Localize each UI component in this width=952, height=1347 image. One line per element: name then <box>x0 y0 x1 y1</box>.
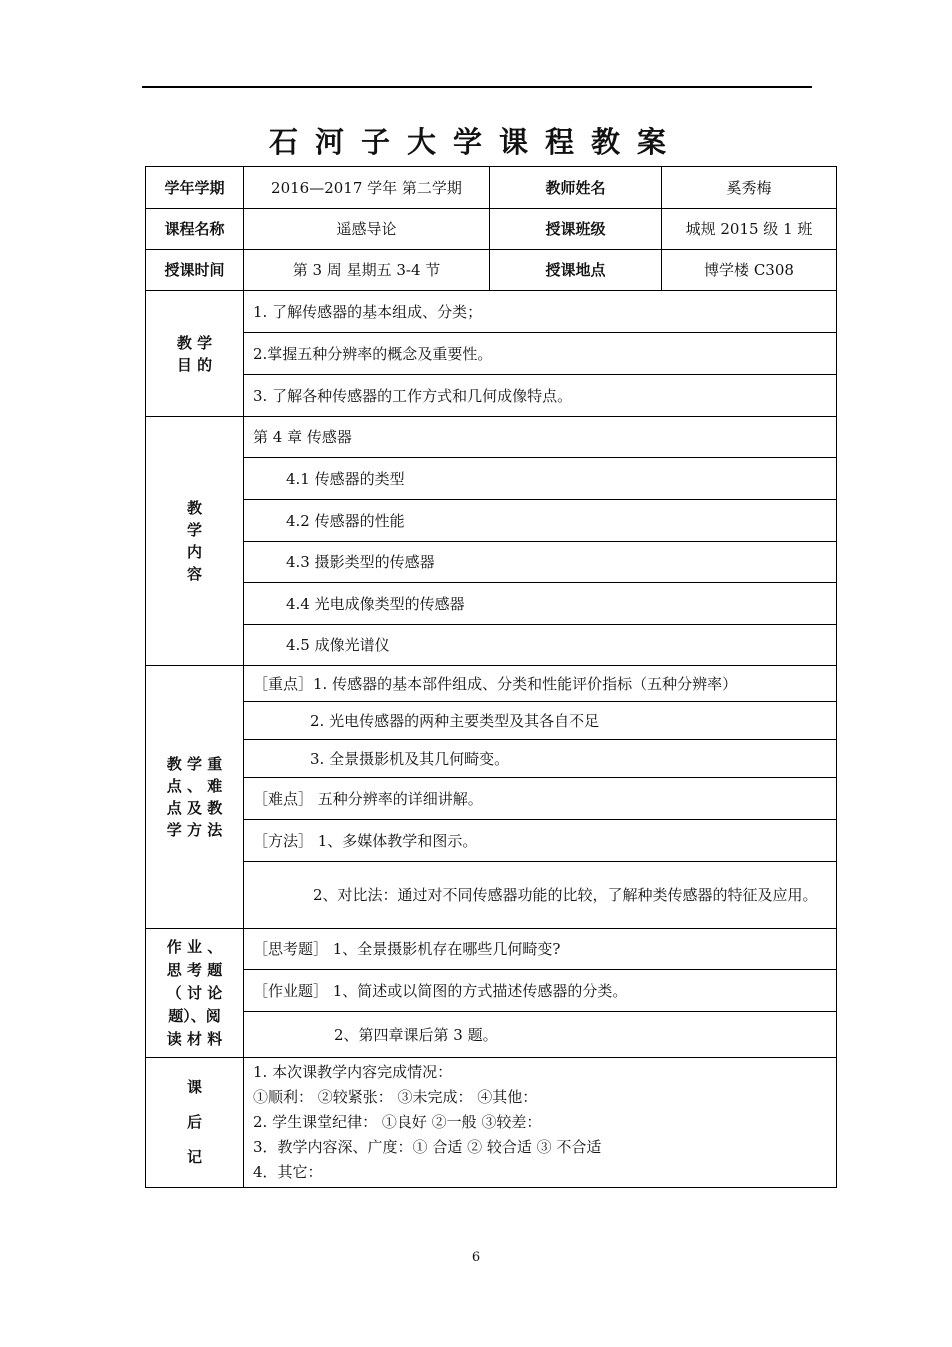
content-row <box>146 417 837 458</box>
notes-label-char: 课 <box>186 1078 202 1096</box>
course-label: 课程名称 <box>146 209 244 250</box>
methods-row <box>146 702 837 740</box>
content-item: 4.1 传感器的类型 <box>244 458 837 500</box>
objectives-label-line: 目 的 <box>176 355 213 374</box>
notes-content <box>244 1058 837 1188</box>
homework-item: 2、第四章课后第 3 题。 <box>244 1012 837 1058</box>
term-label: 学年学期 <box>146 167 244 209</box>
methods-row <box>146 740 837 778</box>
class-label: 授课班级 <box>490 209 662 250</box>
methods-row <box>146 820 837 862</box>
methods-item: ［难点］ 五种分辨率的详细讲解。 <box>244 778 837 820</box>
teacher-value: 奚秀梅 <box>662 167 837 209</box>
objectives-row <box>146 375 837 417</box>
objectives-label <box>146 291 244 417</box>
header-rule <box>142 86 812 88</box>
objective-item: 2.掌握五种分辨率的概念及重要性。 <box>244 333 837 375</box>
content-item: 第 4 章 传感器 <box>244 417 837 458</box>
methods-row <box>146 778 837 820</box>
content-row <box>146 458 837 500</box>
methods-label-line: 学 方 法 <box>166 821 223 839</box>
notes-line: ①顺利： ②较紧张： ③未完成： ④其他： <box>253 1088 538 1106</box>
methods-item: 2. 光电传感器的两种主要类型及其各自不足 <box>244 702 837 740</box>
objectives-label-line: 教 学 <box>176 333 213 352</box>
methods-item: ［方法］ 1、多媒体教学和图示。 <box>244 820 837 862</box>
methods-label-line: 点 、 难 <box>166 777 223 795</box>
homework-label-line: （ 讨 论 <box>166 983 223 1002</box>
content-label-char: 容 <box>186 565 202 583</box>
page-number: 6 <box>471 1250 481 1265</box>
notes-label-char: 记 <box>186 1148 202 1166</box>
methods-item: 2、对比法：通过对不同传感器功能的比较，了解种类传感器的特征及应用。 <box>244 862 837 929</box>
content-label-char: 内 <box>186 543 202 561</box>
homework-row <box>146 970 837 1012</box>
objective-item: 3. 了解各种传感器的工作方式和几何成像特点。 <box>244 375 837 417</box>
notes-line: 3．教学内容深、广度：① 合适 ② 较合适 ③ 不合适 <box>253 1138 602 1156</box>
class-value: 城规 2015 级 1 班 <box>662 209 837 250</box>
homework-row <box>146 1012 837 1058</box>
place-value: 博学楼 C308 <box>662 250 837 291</box>
info-row-term <box>146 167 837 209</box>
notes-line: 1. 本次课教学内容完成情况： <box>253 1063 453 1081</box>
notes-line: 4．其它： <box>253 1163 323 1181</box>
content-label-char: 教 <box>186 499 202 517</box>
homework-label-line: 读 材 料 <box>166 1029 223 1048</box>
content-row <box>146 583 837 625</box>
homework-label <box>146 929 244 1058</box>
homework-item: ［作业题］ 1、简述或以简图的方式描述传感器的分类。 <box>244 970 837 1012</box>
methods-item: ［重点］1. 传感器的基本部件组成、分类和性能评价指标（五种分辨率） <box>244 666 837 702</box>
notes-label <box>146 1058 244 1188</box>
lesson-plan-table <box>145 166 837 1188</box>
time-value: 第 3 周 星期五 3-4 节 <box>244 250 490 291</box>
content-label-char: 学 <box>186 521 202 539</box>
page-title: 石河子大学课程教案 <box>268 125 683 159</box>
time-label: 授课时间 <box>146 250 244 291</box>
homework-item: ［思考题］ 1、全景摄影机存在哪些几何畸变? <box>244 929 837 970</box>
homework-label-line: 作 业 、 <box>166 937 223 956</box>
methods-label <box>146 666 244 929</box>
objectives-row <box>146 333 837 375</box>
methods-label-line: 点 及 教 <box>166 799 223 817</box>
methods-label-line: 教 学 重 <box>166 755 223 773</box>
content-row <box>146 542 837 583</box>
methods-row <box>146 862 837 929</box>
content-item: 4.5 成像光谱仪 <box>244 625 837 666</box>
homework-label-line: 思 考 题 <box>166 960 223 979</box>
content-item: 4.2 传感器的性能 <box>244 500 837 542</box>
objectives-row <box>146 291 837 333</box>
term-value: 2016—2017 学年 第二学期 <box>244 167 490 209</box>
place-label: 授课地点 <box>490 250 662 291</box>
notes-label-char: 后 <box>186 1113 202 1131</box>
notes-line: 2. 学生课堂纪律： ①良好 ②一般 ③较差： <box>253 1113 542 1131</box>
objective-item: 1. 了解传感器的基本组成、分类； <box>244 291 837 333</box>
content-row <box>146 500 837 542</box>
content-item: 4.3 摄影类型的传感器 <box>244 542 837 583</box>
content-row <box>146 625 837 666</box>
content-item: 4.4 光电成像类型的传感器 <box>244 583 837 625</box>
methods-item: 3. 全景摄影机及其几何畸变。 <box>244 740 837 778</box>
methods-row <box>146 666 837 702</box>
notes-row <box>146 1058 837 1188</box>
homework-label-line: 题）、阅 <box>168 1006 221 1025</box>
homework-row <box>146 929 837 970</box>
content-label <box>146 417 244 666</box>
info-row-time <box>146 250 837 291</box>
teacher-label: 教师姓名 <box>490 167 662 209</box>
course-value: 遥感导论 <box>244 209 490 250</box>
info-row-course <box>146 209 837 250</box>
